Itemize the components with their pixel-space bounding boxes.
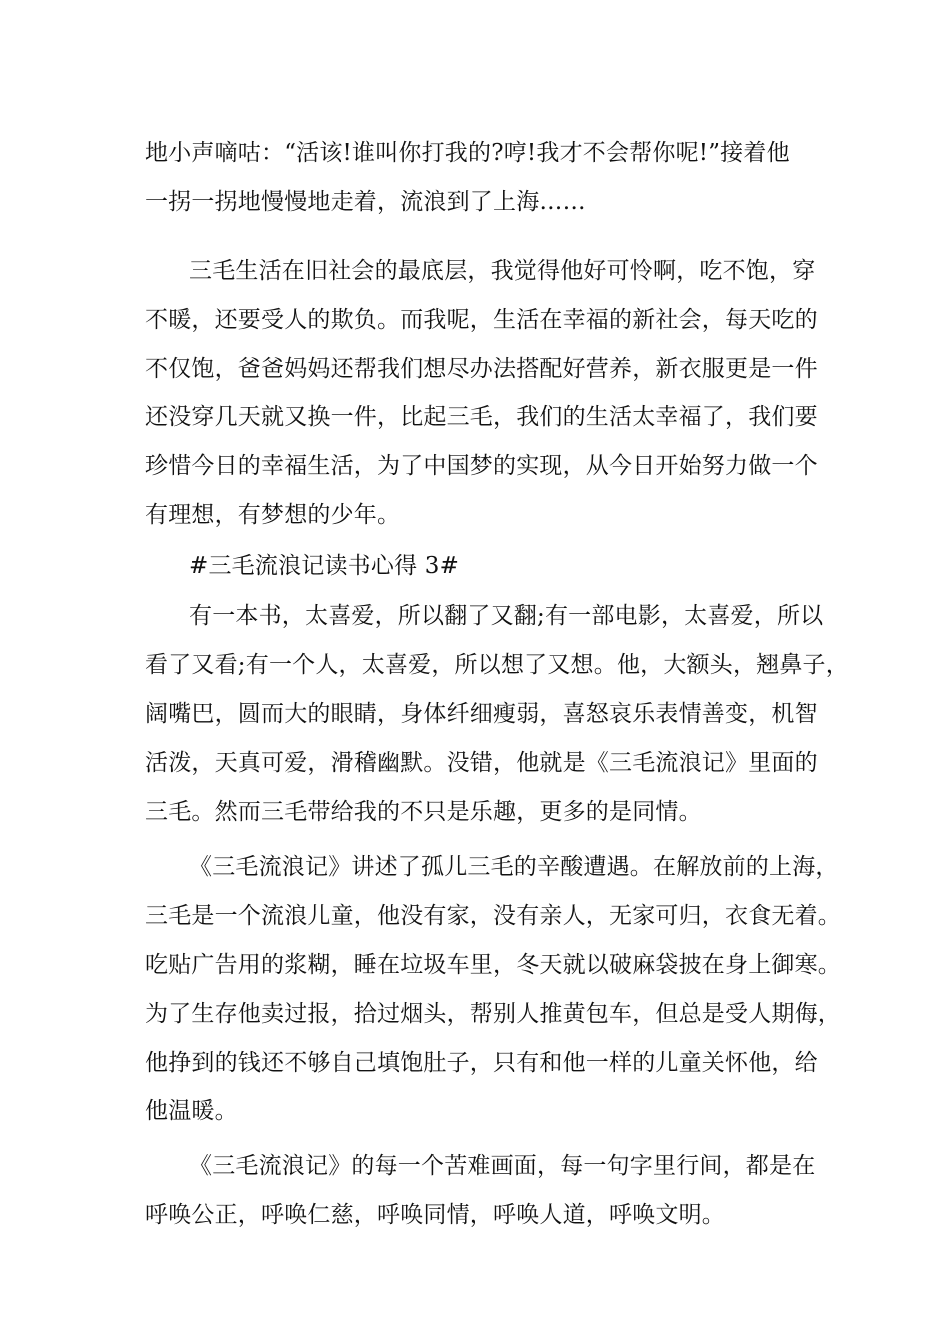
text-line: 吃贴广告用的浆糊，睡在垃圾车里，冬天就以破麻袋披在身上御寒。 bbox=[145, 952, 841, 978]
text-line: 不仅饱，爸爸妈妈还帮我们想尽办法搭配好营养，新衣服更是一件 bbox=[145, 356, 818, 382]
text-line: 阔嘴巴，圆而大的眼睛，身体纤细瘦弱，喜怒哀乐表情善变，机智 bbox=[145, 701, 818, 727]
text-line: 为了生存他卖过报，拾过烟头，帮别人推黄包车，但总是受人期侮， bbox=[145, 1001, 841, 1027]
text-line: 三毛是一个流浪儿童，他没有家，没有亲人，无家可归，衣食无着。 bbox=[145, 903, 841, 929]
text-line: 《三毛流浪记》的每一个苦难画面，每一句字里行间，都是在 bbox=[189, 1153, 816, 1179]
text-line: 不暖，还要受人的欺负。而我呢，生活在幸福的新社会，每天吃的 bbox=[145, 307, 818, 333]
text-line: 一拐一拐地慢慢地走着，流浪到了上海…… bbox=[145, 189, 586, 215]
text-line: 有理想，有梦想的少年。 bbox=[145, 502, 401, 528]
text-line: 还没穿几天就又换一件，比起三毛，我们的生活太幸福了，我们要 bbox=[145, 404, 818, 430]
text-line: 他温暖。 bbox=[145, 1098, 238, 1124]
text-line: 珍惜今日的幸福生活，为了中国梦的实现，从今日开始努力做一个 bbox=[145, 453, 818, 479]
text-line: 看了又看;有一个人，太喜爱，所以想了又想。他，大额头，翘鼻子， bbox=[145, 652, 849, 678]
text-line: 呼唤公正，呼唤仁慈，呼唤同情，呼唤人道，呼唤文明。 bbox=[145, 1202, 725, 1228]
text-line: 地小声嘀咕：“活该!谁叫你打我的?哼!我才不会帮你呢!”接着他 bbox=[145, 140, 790, 166]
text-line: 活泼，天真可爱，滑稽幽默。没错，他就是《三毛流浪记》里面的 bbox=[145, 750, 818, 776]
text-line: 三毛生活在旧社会的最底层，我觉得他好可怜啊，吃不饱，穿 bbox=[189, 258, 816, 284]
text-line: 他挣到的钱还不够自己填饱肚子，只有和他一样的儿童关怀他，给 bbox=[145, 1050, 818, 1076]
text-line: 《三毛流浪记》讲述了孤儿三毛的辛酸遭遇。在解放前的上海， bbox=[189, 854, 839, 880]
section-heading: #三毛流浪记读书心得 3# bbox=[189, 553, 460, 579]
text-line: 三毛。然而三毛带给我的不只是乐趣，更多的是同情。 bbox=[145, 799, 702, 825]
text-line: 有一本书，太喜爱，所以翻了又翻;有一部电影，太喜爱，所以 bbox=[189, 603, 824, 629]
